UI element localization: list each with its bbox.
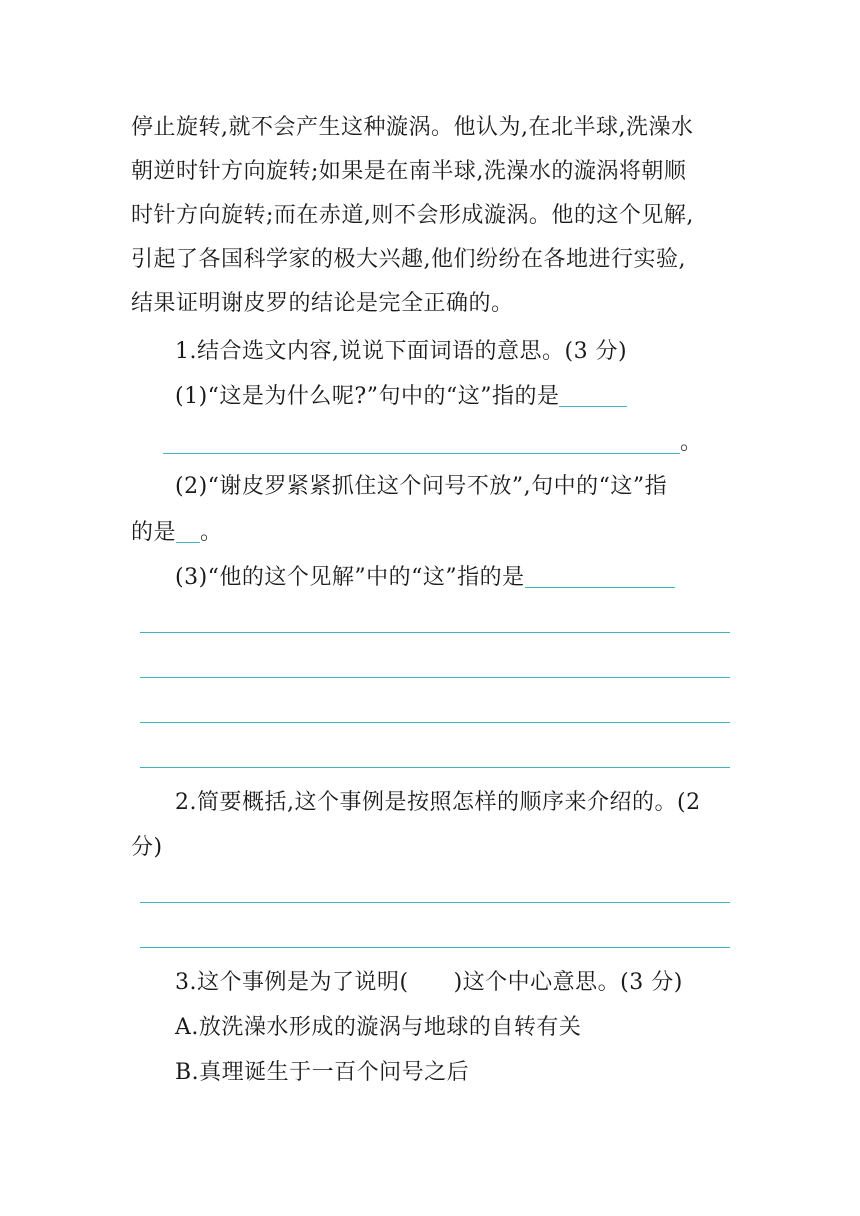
sentence-end-mark: 。 [200,520,223,545]
sentence-end-mark: 。 [680,430,703,455]
answer-line[interactable] [140,677,730,678]
option-a[interactable]: A.放洗澡水形成的漩涡与地球的自转有关 [175,1015,582,1040]
question-1-sub-2-line-2 [131,518,223,548]
option-b[interactable]: B.真理诞生于一百个问号之后 [175,1060,470,1085]
question-1-sub-3 [175,563,675,593]
passage-line: 结果证明谢皮罗的结论是完全正确的。 [131,291,514,316]
question-1-sub-3-text: (3)“他的这个见解”中的“这”指的是 [175,565,525,590]
passage-line: 引起了各国科学家的极大兴趣,他们纷纷在各地进行实验, [131,247,686,272]
answer-line[interactable] [140,947,730,948]
question-2-title-line-1: 2.简要概括,这个事例是按照怎样的顺序来介绍的。(2 [175,790,701,815]
answer-line[interactable] [140,722,730,723]
question-1-sub-1-text: (1)“这是为什么呢?”句中的“这”指的是 [175,384,560,409]
question-2-title-line-2: 分) [131,835,163,860]
answer-blank[interactable] [559,382,627,407]
passage-line: 时针方向旋转;而在赤道,则不会形成漩涡。他的这个见解, [131,203,694,228]
answer-line[interactable] [140,902,730,903]
answer-line[interactable] [140,767,730,768]
question-1-sub-2-text: 的是 [131,520,177,545]
question-1-sub-2-line-1: (2)“谢皮罗紧紧抓住这个问号不放”,句中的“这”指 [175,474,668,499]
question-3-title: 3.这个事例是为了说明( )这个中心意思。(3 分) [175,970,683,995]
question-1-sub-1 [175,382,627,412]
passage-line: 朝逆时针方向旋转;如果是在南半球,洗澡水的漩涡将朝顺 [131,159,687,184]
question-1-title: 1.结合选文内容,说说下面词语的意思。(3 分) [175,339,628,364]
answer-blank[interactable] [176,518,200,543]
answer-line[interactable] [163,453,680,454]
answer-line[interactable] [140,632,730,633]
passage-line: 停止旋转,就不会产生这种漩涡。他认为,在北半球,洗澡水 [131,115,694,140]
answer-blank[interactable] [525,563,675,588]
